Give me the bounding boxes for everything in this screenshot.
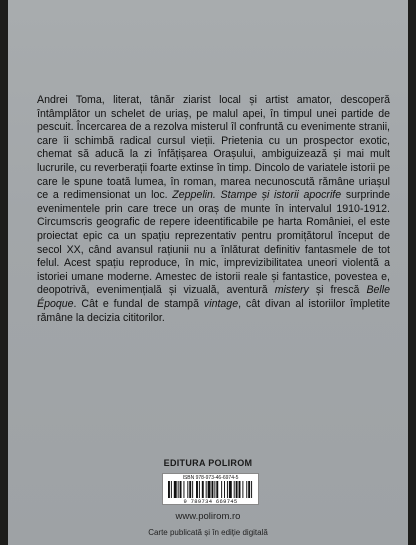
barcode-bar xyxy=(224,481,225,498)
barcode-bar xyxy=(221,481,222,498)
barcode-bar xyxy=(234,481,235,498)
barcode-digits: 9 789734 669745 xyxy=(183,498,238,505)
barcode-bar xyxy=(199,481,200,498)
barcode-bar xyxy=(178,481,179,498)
barcode-bar xyxy=(168,481,170,498)
barcode-bar xyxy=(171,481,172,498)
barcode-bar xyxy=(214,481,215,498)
barcode-bar xyxy=(180,481,182,498)
barcode-bar xyxy=(183,481,184,498)
barcode-bars xyxy=(168,481,254,498)
blurb-text-3: și frescă xyxy=(308,284,367,297)
barcode-bar xyxy=(227,481,228,498)
blurb-text-4: . Cât e fundal de stampă xyxy=(73,297,204,310)
isbn-label: ISBN 978-973-46-6974-5 xyxy=(182,475,239,481)
book-blurb xyxy=(37,94,390,325)
barcode-bar xyxy=(248,481,250,498)
blurb-paragraph xyxy=(37,94,390,325)
barcode-bar xyxy=(239,481,241,498)
barcode-bar xyxy=(192,481,193,498)
barcode-bar xyxy=(196,481,198,498)
barcode-bar xyxy=(206,481,207,498)
barcode-bar xyxy=(251,481,252,498)
digital-edition-note: Carte publicată și în ediție digitală xyxy=(148,528,268,537)
barcode-bar xyxy=(174,481,177,498)
barcode-bar xyxy=(187,481,188,498)
publisher-website[interactable]: www.polirom.ro xyxy=(175,511,241,522)
book-title-italic: Zeppelin. Stampe și istorii apocrife xyxy=(172,189,342,202)
barcode-bar xyxy=(208,481,211,498)
barcode-bar xyxy=(246,481,247,498)
barcode-bar xyxy=(202,481,204,498)
blurb-text-5: , cât divan al istoriilor împletite rămâne la decizia cititorilor. xyxy=(37,297,390,324)
barcode-bar xyxy=(236,481,238,498)
isbn-barcode xyxy=(162,473,259,505)
publisher-name: EDITURA POLIROM xyxy=(163,458,253,468)
barcode-bar xyxy=(189,481,191,498)
barcode-bar xyxy=(229,481,232,498)
vintage-italic: vintage xyxy=(203,297,239,310)
mistery-italic: mistery xyxy=(274,284,309,297)
barcode-bar xyxy=(211,481,213,498)
blurb-text-2: surprinde evenimentele prin care trece un oraș de munte în intervalul 1910-1912. Circumscris geografic de repere ideentificabile pe harta României, el este proiectat epic ca un spațiu reprezentativ pentru promițătorul început de secol XX, când avansul rațiunii nu a înlăturat definitiv fantasmele de tot felul. Acest spațiu reproduce, în mic, imprevizibilitatea uneori violentă a istoriei umane moderne. Amestec de istorii reale și fantastice, povestea e, deopotrivă, evenimențială și vizuală, aventură xyxy=(37,189,390,297)
barcode-bar xyxy=(242,481,243,498)
barcode-bar xyxy=(216,481,218,498)
belle-epoque-italic: Belle Époque xyxy=(37,284,390,310)
blurb-text-1: Andrei Toma, literat, tânăr ziarist local și artist amator, descoperă întâmplător un schelet de uriaș, pe malul apei, în timpul unei partide de pescuit. Încercarea de a rezolva misterul îl confruntă cu evenimente stranii, care îi schimbă radical cursul vieții. Prietenia cu un prospector exotic, chemat să aducă la zi înfățișarea Orașului, ambiguizează și mai mult lucrurile, cu reverberații foarte extinse în timp. Dincolo de variatele istorii pe care le spune toată lumea, în roman, marea necunoscută rămâne uriașul ce a redimensionat un loc. xyxy=(37,94,390,202)
